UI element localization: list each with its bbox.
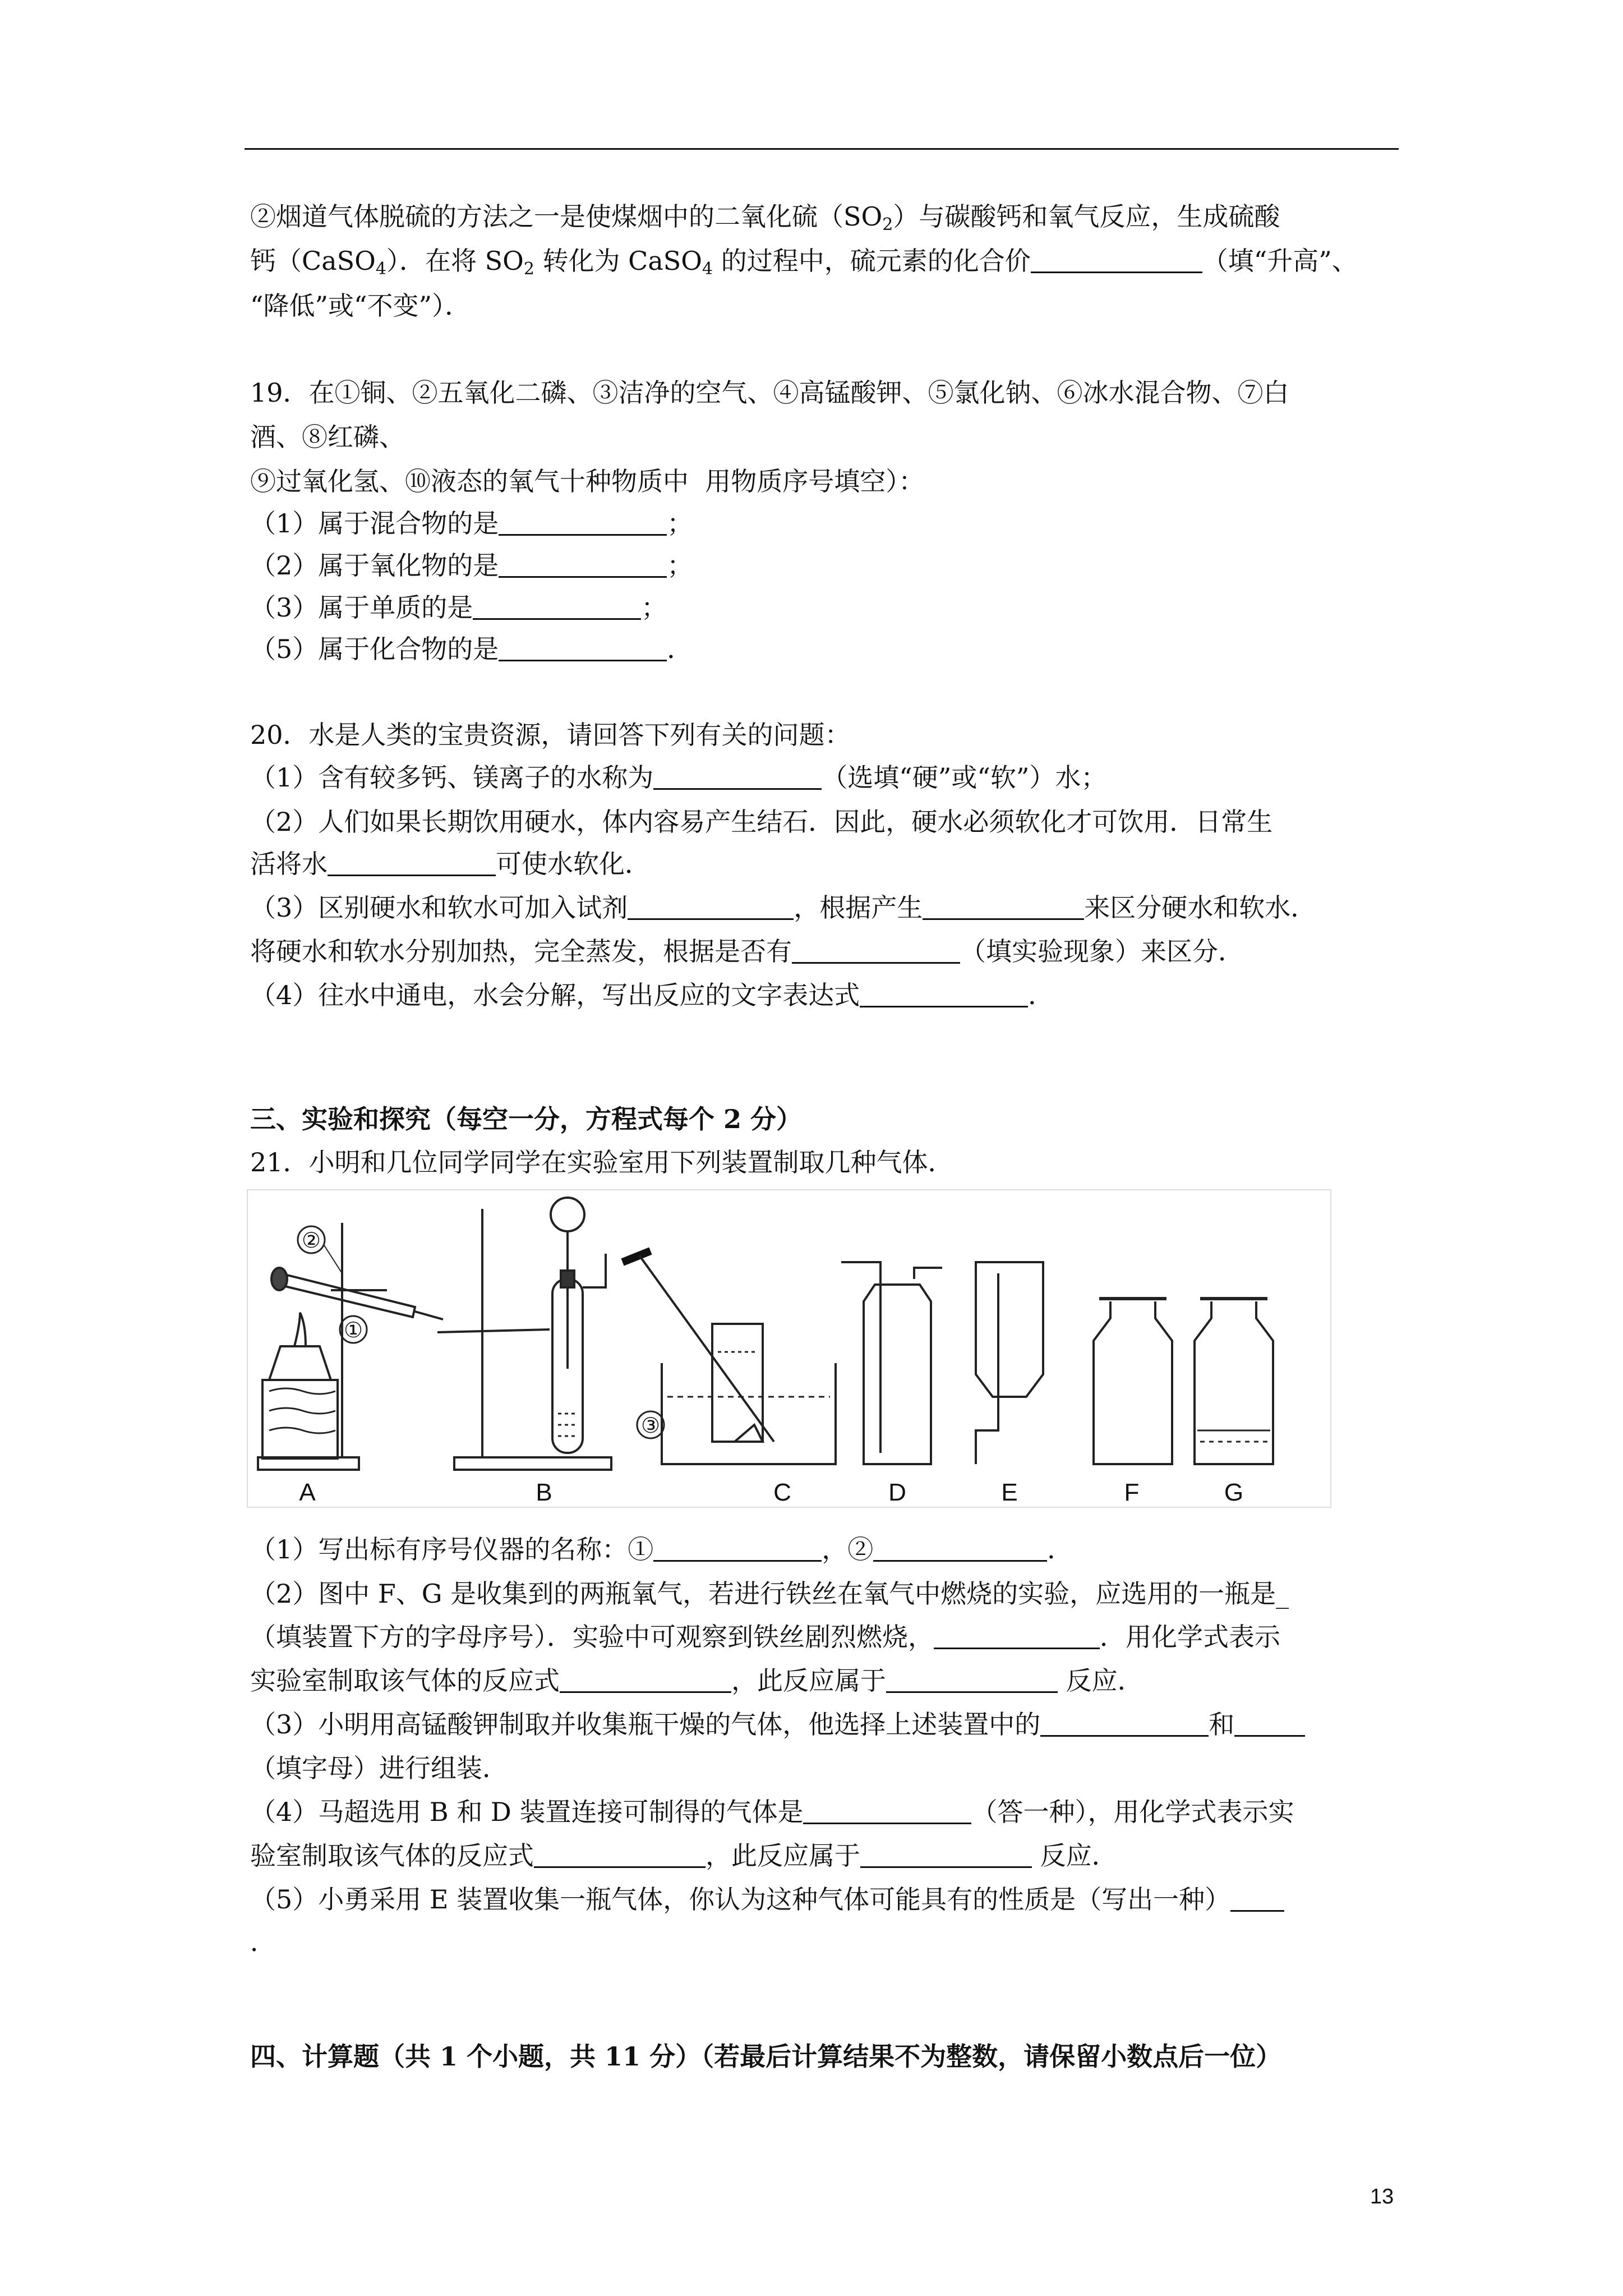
- text: 实验室制取该气体的反应式: [250, 1665, 560, 1696]
- text: ；: [667, 508, 693, 539]
- page-number: 13: [1370, 2185, 1394, 2208]
- inverted-bottle: [976, 1262, 1043, 1397]
- text: 和: [1209, 1709, 1235, 1740]
- apparatus-c: [623, 1251, 836, 1506]
- apparatus-e: [976, 1262, 1043, 1506]
- answer-blank[interactable]: [1040, 1710, 1209, 1737]
- q21-sub5-line2: ．: [250, 1927, 276, 1957]
- q21-sub3-line1: [250, 1708, 1305, 1741]
- subscript: 2: [523, 259, 534, 279]
- label-c: C: [773, 1479, 791, 1506]
- test-tube: [278, 1273, 415, 1317]
- text: ）与碳酸钙和氧气反应，生成硫酸: [893, 201, 1280, 232]
- funnel-bulb: [551, 1198, 584, 1231]
- q18-part2-line2: [250, 244, 1358, 278]
- q20-sub1: [250, 761, 1106, 794]
- q21-sub3-line2: （填字母）进行组装．: [250, 1753, 508, 1783]
- alcohol-lamp: [269, 1346, 331, 1380]
- text: （1）写出标有序号仪器的名称：①: [250, 1534, 654, 1565]
- text: （4）往水中通电，水会分解，写出反应的文字表达式: [250, 980, 860, 1010]
- q21-intro: 21．小明和几位同学同学在实验室用下列装置制取几种气体．: [250, 1147, 954, 1177]
- text: ．: [1028, 980, 1054, 1010]
- rubber-tube: [623, 1251, 651, 1262]
- text: 来区分硬水和软水．: [1084, 892, 1317, 923]
- label-f: F: [1124, 1479, 1140, 1506]
- q18-part2-line3: “降低”或“不变”）．: [250, 291, 471, 321]
- delivery-tube: [415, 1312, 443, 1319]
- text: （5）小勇采用 E 装置收集一瓶气体，你认为这种气体可能具有的性质是（写出一种）: [250, 1884, 1231, 1915]
- stand-base: [454, 1457, 611, 1470]
- q21-sub4-line1: [250, 1795, 1294, 1829]
- answer-blank[interactable]: [534, 1842, 706, 1868]
- answer-blank[interactable]: [886, 1667, 1058, 1693]
- stopper: [561, 1271, 574, 1287]
- text: （4）马超选用 B 和 D 装置连接可制得的气体是: [250, 1797, 804, 1827]
- subscript: 4: [702, 259, 713, 279]
- apparatus-b: [437, 1198, 611, 1506]
- answer-blank[interactable]: [560, 1667, 731, 1693]
- q20-sub3-line2: [250, 935, 1244, 968]
- text: （3）小明用高锰酸钾制取并收集瓶干燥的气体，他选择上述装置中的: [250, 1709, 1041, 1740]
- answer-blank[interactable]: [1031, 247, 1202, 273]
- short-tube: [914, 1268, 942, 1279]
- q19-sub2: [250, 549, 693, 582]
- text: （答一种），用化学式表示实: [971, 1797, 1294, 1827]
- lab-apparatus-figure: [247, 1189, 1331, 1508]
- subscript: 2: [882, 215, 893, 234]
- text: ．用化学式表示: [1100, 1622, 1280, 1652]
- text: （5）属于化合物的是: [250, 634, 499, 664]
- text: ，此反应属于: [706, 1841, 860, 1871]
- q21-sub1: [250, 1533, 1073, 1566]
- tube-contents: [271, 1268, 287, 1290]
- text: 的过程中，硫元素的化合价: [713, 246, 1031, 276]
- answer-blank[interactable]: [653, 1535, 822, 1562]
- q20-sub4: [250, 978, 1054, 1012]
- text: （3）属于单质的是: [250, 592, 473, 623]
- text: （选填“硬”或“软”）水；: [822, 762, 1107, 793]
- text: 转化为 CaSO: [534, 246, 702, 276]
- wood-grain: [269, 1388, 335, 1433]
- answer-blank[interactable]: [499, 509, 667, 536]
- section4-heading: 四、计算题（共 1 个小题，共 11 分）（若最后计算结果不为整数，请保留小数点后一位）: [250, 2041, 1282, 2072]
- wood-block: [262, 1380, 338, 1458]
- text: 验室制取该气体的反应式: [250, 1841, 534, 1871]
- text: 可使水软化．: [496, 849, 651, 879]
- q19-sub1: [250, 507, 693, 540]
- answer-blank[interactable]: [934, 1623, 1100, 1649]
- text: （3）区别硬水和软水可加入试剂: [250, 892, 628, 923]
- side-tube: [583, 1254, 606, 1287]
- q21-sub5-line1: [250, 1883, 1284, 1916]
- answer-blank[interactable]: [473, 593, 641, 620]
- answer-blank[interactable]: [860, 981, 1028, 1007]
- answer-blank[interactable]: [653, 763, 822, 790]
- label-e: E: [1001, 1479, 1018, 1506]
- apparatus-g: [1195, 1299, 1273, 1506]
- leader-2: [324, 1245, 342, 1273]
- apparatus-a: [258, 1223, 443, 1506]
- answer-blank[interactable]: [1234, 1710, 1305, 1737]
- answer-blank[interactable]: [860, 1842, 1032, 1868]
- clamp-arm: [437, 1329, 550, 1332]
- text: 钙（CaSO: [250, 246, 376, 276]
- q19-sub5: [250, 632, 693, 666]
- label-g: G: [1224, 1479, 1244, 1506]
- answer-blank[interactable]: [923, 894, 1084, 920]
- text: （填装置下方的字母序号）．实验中可观察到铁丝剧烈燃烧，: [250, 1622, 934, 1652]
- text: （1）属于混合物的是: [250, 508, 499, 539]
- gas-jar: [1195, 1301, 1273, 1464]
- text: 反应．: [1032, 1841, 1118, 1871]
- q20-sub2-line2: [250, 847, 651, 881]
- text: （2）属于氧化物的是: [250, 550, 499, 581]
- q20-sub2-line1: （2）人们如果长期饮用硬水，体内容易产生结石．因此，硬水必须软化才可饮用．日常生: [250, 807, 1273, 837]
- text: ，根据产生: [794, 892, 923, 923]
- marker-2: ②: [301, 1228, 321, 1253]
- q20-sub3-line1: [250, 891, 1316, 924]
- inlet-tube: [976, 1273, 998, 1464]
- text: ．: [1047, 1534, 1073, 1565]
- q21-sub2-line2: [250, 1620, 1280, 1654]
- answer-blank[interactable]: [1230, 1885, 1284, 1912]
- text: ，此反应属于: [731, 1665, 886, 1696]
- header-rule: [245, 148, 1399, 150]
- text: ，②: [822, 1534, 874, 1565]
- gas-jar: [1094, 1301, 1172, 1464]
- q21-sub2-line1: （2）图中 F、G 是收集到的两瓶氧气，若进行铁丝在氧气中燃烧的实验，应选用的一瓶是_: [250, 1579, 1289, 1609]
- answer-blank[interactable]: [499, 635, 667, 661]
- wash-bottle: [864, 1285, 931, 1464]
- text: （填实验现象）来区分．: [960, 936, 1244, 967]
- figure-frame: [247, 1190, 1331, 1507]
- text: ．: [667, 634, 693, 664]
- answer-blank[interactable]: [628, 894, 794, 920]
- text: （填“升高”、: [1202, 246, 1358, 276]
- text: 将硬水和软水分别加热，完全蒸发，根据是否有: [250, 936, 792, 967]
- answer-blank[interactable]: [499, 551, 667, 578]
- text: ②烟道气体脱硫的方法之一是使煤烟中的二氧化硫（SO: [250, 201, 883, 232]
- marker-1: ①: [343, 1318, 363, 1342]
- apparatus-d: [841, 1262, 942, 1506]
- lamp-flame: [294, 1313, 306, 1346]
- answer-blank[interactable]: [792, 937, 960, 964]
- label-a: A: [299, 1479, 316, 1506]
- q20-line1: 20．水是人类的宝贵资源，请回答下列有关的问题：: [250, 720, 851, 750]
- text: 反应．: [1058, 1665, 1144, 1696]
- liquid-level: [558, 1414, 578, 1436]
- q18-part2-line1: [250, 200, 1280, 233]
- marker-3: ③: [640, 1413, 661, 1438]
- trough: [662, 1363, 836, 1464]
- q19-line1: 19．在①铜、②五氧化二磷、③洁净的空气、④高锰酸钾、⑤氯化钠、⑥冰水混合物、⑦白: [250, 378, 1289, 408]
- text: ；: [667, 550, 693, 581]
- long-tube: [841, 1262, 880, 1453]
- answer-blank[interactable]: [803, 1798, 971, 1824]
- answer-blank[interactable]: [873, 1535, 1047, 1562]
- q19-line3: ⑨过氧化氢、⑩液态的氧气十种物质中 用物质序号填空）：: [250, 466, 925, 496]
- section3-heading: 三、实验和探究（每空一分，方程式每个 2 分）: [250, 1104, 803, 1134]
- q19-sub3: [250, 591, 667, 624]
- text: （1）含有较多钙、镁离子的水称为: [250, 762, 654, 793]
- gas-jar: [712, 1324, 763, 1442]
- text: 活将水: [250, 849, 328, 879]
- q21-sub2-line3: [250, 1664, 1144, 1697]
- subscript: 4: [375, 259, 386, 279]
- apparatus-f: [1094, 1299, 1172, 1506]
- answer-blank[interactable]: [328, 850, 496, 876]
- text: ）．在将 SO: [386, 246, 524, 276]
- q21-sub4-line2: [250, 1839, 1118, 1872]
- q19-line2: 酒、⑧红磷、: [250, 422, 405, 452]
- text: ；: [641, 592, 667, 623]
- support: [735, 1425, 763, 1442]
- label-b: B: [536, 1479, 552, 1506]
- label-d: D: [888, 1479, 906, 1506]
